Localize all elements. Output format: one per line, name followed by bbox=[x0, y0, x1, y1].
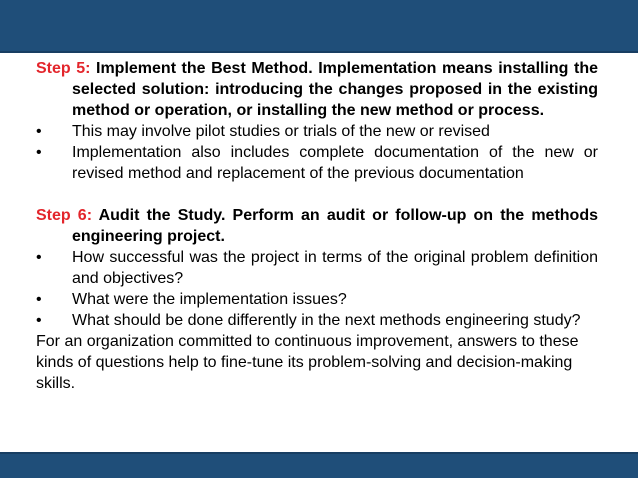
bullet-icon: • bbox=[36, 123, 42, 140]
step-5-label: Step 5: bbox=[36, 60, 91, 77]
slide-content bbox=[36, 58, 598, 394]
bullet-text: What were the implementation issues? bbox=[72, 291, 347, 308]
step-6-text: Audit the Study. Perform an audit or follow-up on the methods engineering project. bbox=[72, 207, 599, 245]
step-5-text: Implement the Best Method. Implementation means installing the selected solution: introducing the changes proposed in the existing method or operation, or installing the new method or process. bbox=[72, 60, 598, 119]
header-band bbox=[0, 0, 638, 53]
bullet-text: How successful was the project in terms of the original problem definition and objectives? bbox=[72, 249, 598, 287]
list-item bbox=[36, 121, 598, 142]
step-5-heading bbox=[36, 58, 598, 121]
step-6-heading bbox=[36, 205, 598, 247]
bullet-icon: • bbox=[36, 312, 42, 329]
closing-paragraph: For an organization committed to continuous improvement, answers to these kinds of questions help to fine-tune its problem-solving and decision-making skills. bbox=[36, 333, 579, 392]
spacer bbox=[36, 184, 598, 205]
list-item bbox=[36, 247, 598, 289]
bullet-text: What should be done differently in the next methods engineering study? bbox=[72, 312, 581, 329]
bullet-text: Implementation also includes complete documentation of the new or revised method and replacement of the previous documentation bbox=[72, 144, 598, 182]
list-item bbox=[36, 142, 598, 184]
bullet-icon: • bbox=[36, 144, 42, 161]
bullet-icon: • bbox=[36, 249, 42, 266]
bullet-icon: • bbox=[36, 291, 42, 308]
footer-band bbox=[0, 452, 638, 478]
list-item bbox=[36, 310, 598, 331]
step-6-label: Step 6: bbox=[36, 207, 93, 224]
list-item bbox=[36, 289, 598, 310]
bullet-text: This may involve pilot studies or trials of the new or revised bbox=[72, 123, 490, 140]
